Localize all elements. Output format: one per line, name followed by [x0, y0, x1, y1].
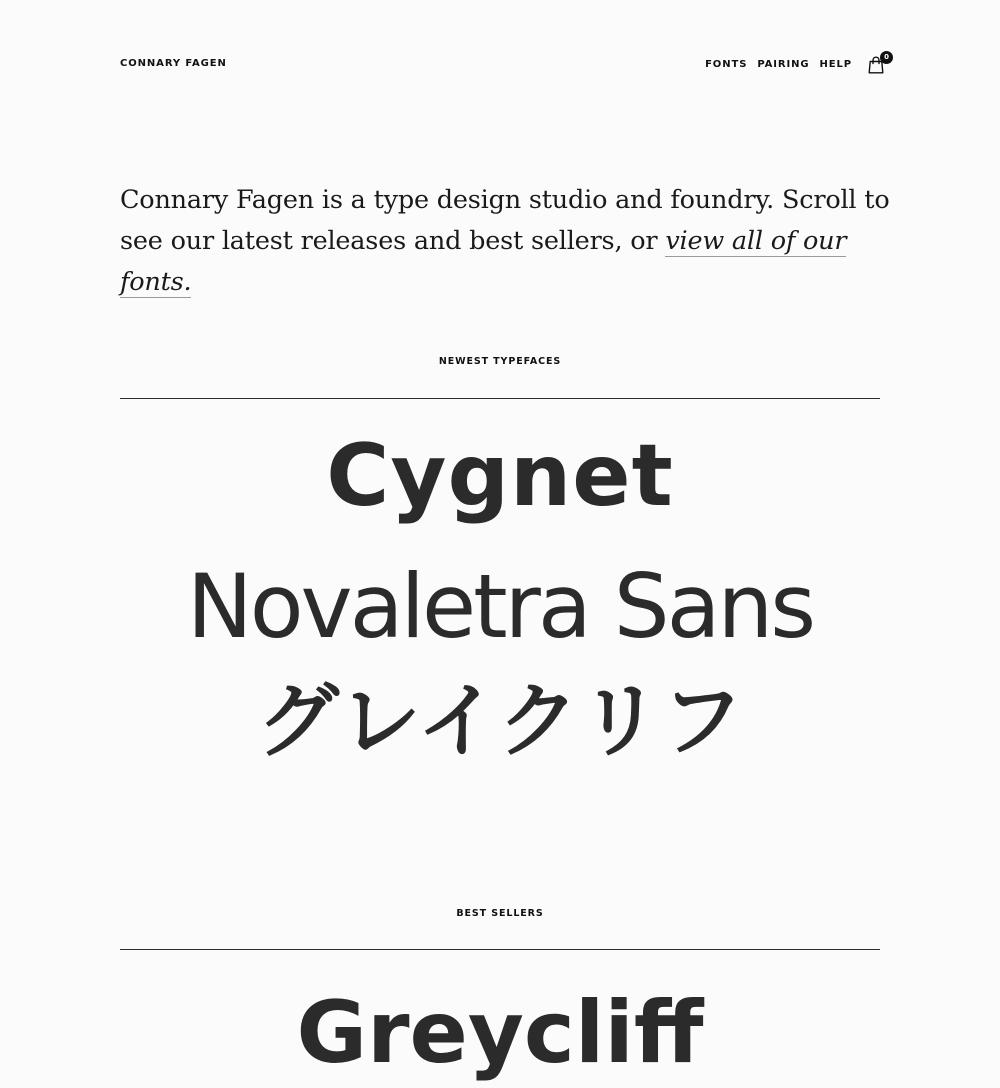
- typeface-link-cygnet[interactable]: Cygnet: [326, 426, 674, 526]
- typeface-link-novaletra-sans[interactable]: Novaletra Sans: [186, 555, 814, 658]
- intro-text: Connary Fagen is a type design studio and foundry. Scroll to see our latest releases and best sellers, or: [120, 184, 890, 256]
- section-divider: [120, 949, 880, 950]
- newest-typefaces-heading: NEWEST TYPEFACES: [438, 356, 562, 367]
- nav-fonts[interactable]: FONTS: [705, 59, 748, 70]
- cart-count-badge: 0: [880, 51, 893, 64]
- nav-help[interactable]: HELP: [819, 59, 852, 70]
- best-sellers-heading: BEST SELLERS: [456, 908, 544, 919]
- view-all-fonts-link[interactable]: view all of our fonts.: [120, 225, 847, 297]
- main-nav: [705, 50, 887, 80]
- brand-logo-link[interactable]: CONNARY FAGEN: [120, 58, 227, 69]
- typeface-link-greycliff[interactable]: Greycliff: [296, 983, 704, 1083]
- section-divider: [120, 398, 880, 399]
- cart-button[interactable]: [865, 50, 887, 80]
- intro-paragraph: [120, 180, 890, 303]
- nav-pairing[interactable]: PAIRING: [757, 59, 810, 70]
- typeface-link-greycliff-jp[interactable]: グレイクリフ: [256, 674, 744, 769]
